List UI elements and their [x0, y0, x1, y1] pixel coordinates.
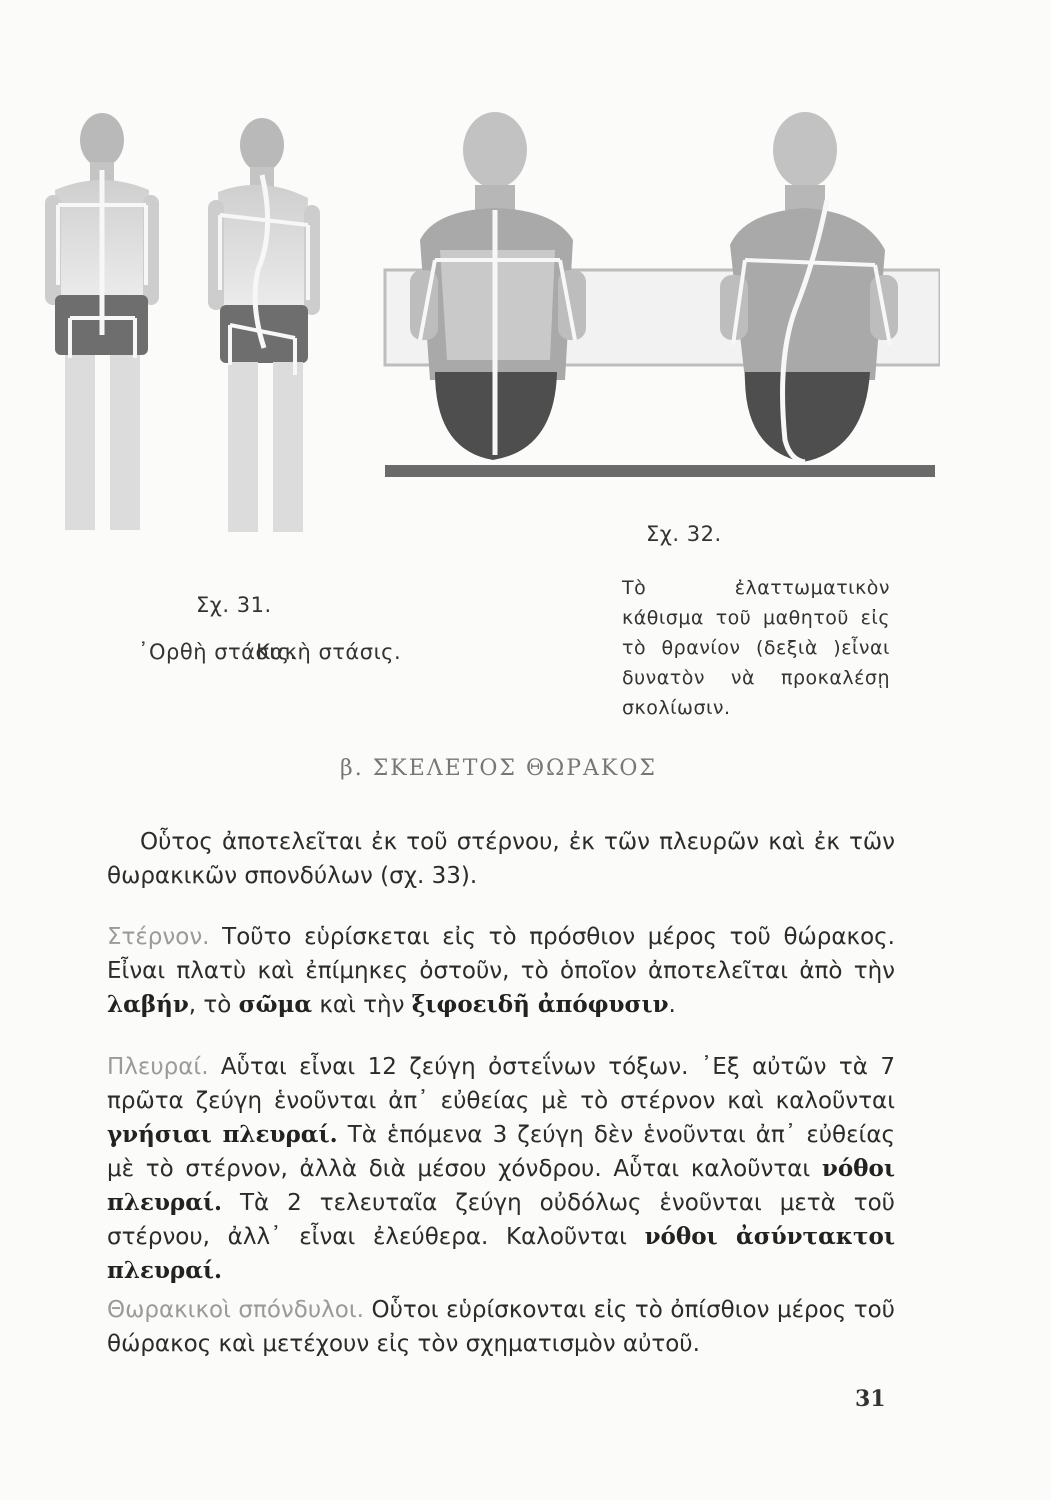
vertebrae-lead: Θωρακικοὶ σπόνδυλοι.	[107, 1297, 364, 1323]
bad-posture-figure	[208, 118, 320, 532]
sternum-text-4: .	[668, 992, 676, 1018]
figure-32-description: Τὸ ἐλαττωματικὸν κάθισμα τοῦ μαθητοῦ εἰς τὸ θρανίον (δεξιὰ )εἶναι δυνατὸν νὰ προκαλέσῃ σκολίωσιν.	[622, 577, 890, 719]
sternum-text-1: Τοῦτο εὑρίσκεται εἰς τὸ πρόσθιον μέρος τοῦ θώρακος. Εἶναι πλατὺ καὶ ἐπίμηκες ὀστοῦν, τὸ ὁποῖον ἀποτελεῖται ἀπὸ τὴν	[107, 924, 895, 984]
section-heading: β. ΣΚΕΛΕΤΟΣ ΘΩΡΑΚΟΣ	[340, 756, 657, 781]
bad-posture-caption: Κακὴ στάσις.	[256, 640, 402, 664]
sternum-term-xiphoid: ξιφοειδῆ ἀπόφυσιν	[411, 991, 669, 1018]
figure-32-seated-posture-illustration	[375, 110, 940, 495]
ribs-lead: Πλευραί.	[107, 1054, 209, 1080]
ribs-text-2: Τὰ ἑπόμενα 3 ζεύγη δὲν ἑνοῦνται ἀπ᾿ εὐθείας μὲ τὸ στέρνον, ἀλλὰ διὰ μέσου χόνδρου. Αὗται καλοῦνται	[107, 1122, 896, 1182]
page-number: 31	[855, 1386, 886, 1412]
vertebrae-text-1: Οὗτοι εὑρίσκονται εἰς τὸ ὀπίσθιον μέρος τοῦ θώρακος καὶ μετέχουν εἰς τὸν σχηματισμὸν αὐτοῦ.	[107, 1297, 895, 1357]
upright-seated-figure	[410, 112, 586, 460]
ribs-term-floating: νόθοι ἀσύντακτοι πλευραί.	[107, 1223, 895, 1284]
ribs-term-true: γνήσιαι πλευραί.	[107, 1121, 338, 1148]
sternum-text-3: καὶ τὴν	[312, 992, 412, 1018]
upright-posture-caption: ᾿Ορθὴ στάσις.	[138, 640, 297, 664]
ribs-text-1: Αὗται εἶναι 12 ζεύγη ὀστεΐνων τόξων. ᾿Εξ αὐτῶν τὰ 7 πρῶτα ζεύγη ἑνοῦνται ἀπ᾿ εὐθείας μὲ τὸ στέρνον καὶ καλοῦνται	[107, 1054, 895, 1114]
intro-paragraph: Οὗτος ἀποτελεῖται ἐκ τοῦ στέρνου, ἐκ τῶν πλευρῶν καὶ ἐκ τῶν θωρακικῶν σπονδύλων (σχ. 33).	[107, 829, 895, 889]
upright-figure	[45, 113, 159, 530]
ribs-paragraph	[107, 1050, 895, 1288]
sternum-term-handle: λαβήν	[107, 991, 189, 1018]
vertebrae-paragraph	[107, 1293, 895, 1361]
figure-32-label: Σχ. 32.	[646, 522, 722, 546]
sternum-paragraph	[107, 920, 895, 1022]
figure-31-posture-illustration	[30, 100, 360, 540]
ribs-term-false: νόθοι πλευραί.	[107, 1155, 895, 1216]
ribs-text-3: Τὰ 2 τελευταῖα ζεύγη οὐδόλως ἑνοῦνται μετὰ τοῦ στέρνου, ἀλλ᾿ εἶναι ἐλεύθερα. Καλοῦνται	[107, 1190, 895, 1250]
sternum-term-body: σῶμα	[238, 991, 313, 1018]
slouched-seated-figure	[720, 112, 898, 462]
sternum-lead: Στέρνον.	[107, 924, 210, 950]
sternum-text-2: , τὸ	[188, 992, 239, 1018]
figure-31-label: Σχ. 31.	[196, 593, 272, 617]
